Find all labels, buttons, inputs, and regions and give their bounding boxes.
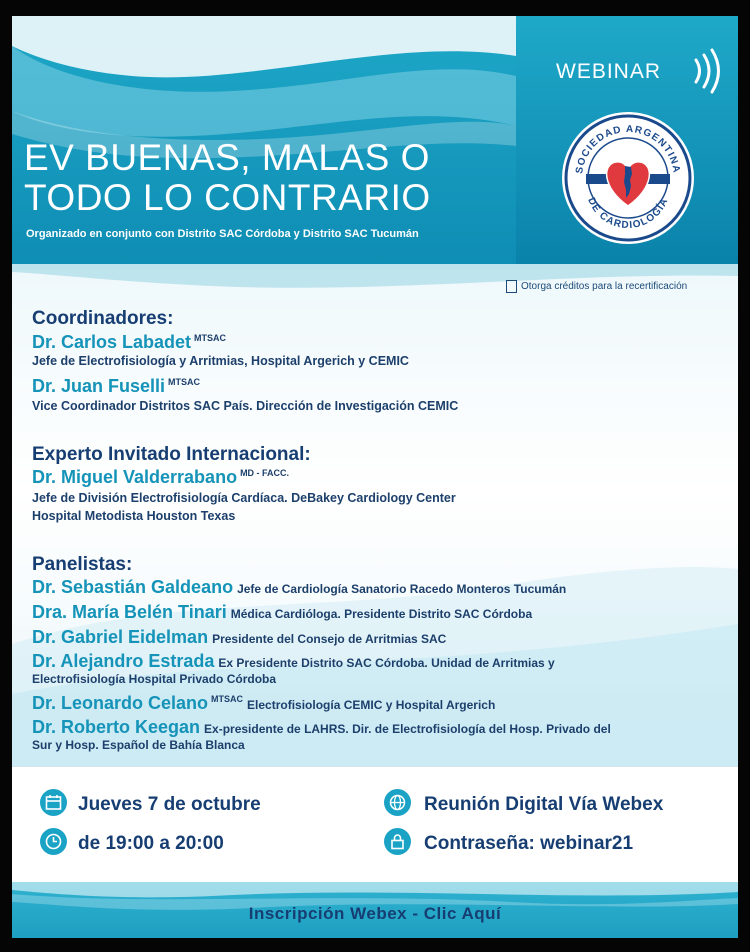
panelist-4-role-line-2: Electrofisiología Hospital Privado Córdoba [32, 672, 277, 686]
expert-name: Dr. Miguel Valderrabano [32, 467, 238, 487]
event-time: de 19:00 a 20:00 [78, 833, 224, 854]
panelist-6-role: Ex-presidente de LAHRS. Dir. de Electrofisiología del Hosp. Privado del [204, 722, 611, 736]
coordinator-2-role: Vice Coordinador Distritos SAC País. Dirección de Investigación CEMIC [32, 399, 459, 413]
expert-title: MD - FACC. [240, 468, 290, 478]
panelist-1 [32, 577, 566, 598]
expert-heading: Experto Invitado Internacional: [32, 444, 311, 465]
event-platform: Reunión Digital Vía Webex [424, 794, 664, 815]
panelist-6-role-line-2: Sur y Hosp. Español de Bahía Blanca [32, 738, 245, 752]
panelist-3-role: Presidente del Consejo de Arritmias SAC [212, 632, 447, 646]
coordinator-1 [32, 332, 226, 353]
expert-role-line-1: Jefe de División Electrofisiología Cardíaca. DeBakey Cardiology Center [32, 491, 456, 505]
panelists-heading: Panelistas: [32, 554, 133, 575]
credits-note [506, 280, 687, 293]
lock-icon [384, 828, 411, 855]
panelist-2 [32, 602, 532, 623]
panelist-5-role: Electrofisiología CEMIC y Hospital Argerich [247, 698, 496, 712]
expert [32, 467, 289, 488]
logo-ring-text-top: SOCIEDAD ARGENTINA [574, 123, 682, 175]
clock-icon [40, 828, 67, 855]
coordinator-1-title: MTSAC [194, 333, 227, 343]
event-date: Jueves 7 de octubre [78, 794, 261, 815]
panelist-4-name: Dr. Alejandro Estrada [32, 651, 215, 671]
webinar-poster [12, 16, 738, 938]
event-title [24, 138, 514, 218]
calendar-icon [40, 789, 67, 816]
webinar-label: WEBINAR [556, 60, 662, 83]
panelist-5-title: MTSAC [211, 694, 244, 704]
panelist-1-role: Jefe de Cardiología Sanatorio Racedo Monteros Tucumán [237, 582, 567, 596]
document-icon [506, 280, 517, 293]
sac-logo-graphic [562, 112, 694, 244]
webinar-panel [516, 16, 738, 264]
panelist-6-name: Dr. Roberto Keegan [32, 717, 201, 737]
panelist-4 [32, 651, 555, 672]
panelist-6 [32, 717, 611, 738]
organizer-note: Organizado en conjunto con Distrito SAC Córdoba y Distrito SAC Tucumán [26, 228, 419, 240]
panelist-5-name: Dr. Leonardo Celano [32, 693, 209, 713]
event-info [12, 766, 738, 883]
coordinators-heading: Coordinadores: [32, 308, 174, 329]
event-title-line-2: TODO LO CONTRARIO [24, 177, 431, 218]
panelist-2-role: Médica Cardióloga. Presidente Distrito SAC Córdoba [230, 607, 533, 621]
coordinator-2-title: MTSAC [168, 377, 201, 387]
event-password: Contraseña: webinar21 [424, 833, 634, 854]
panelist-3-name: Dr. Gabriel Eidelman [32, 627, 209, 647]
event-title-line-1: EV BUENAS, MALAS O [24, 137, 430, 178]
coordinator-2 [32, 376, 200, 397]
coordinator-1-name: Dr. Carlos Labadet [32, 332, 192, 352]
header-banner [12, 16, 738, 264]
broadcast-icon [691, 48, 725, 94]
credits-text: Otorga créditos para la recertificación [521, 281, 688, 293]
panelist-4-role: Ex Presidente Distrito SAC Córdoba. Unidad de Arritmias y [218, 656, 555, 670]
globe-icon [384, 789, 411, 816]
program-section [12, 264, 738, 766]
sac-logo [562, 112, 694, 244]
panelist-2-name: Dra. María Belén Tinari [32, 602, 227, 622]
coordinator-2-name: Dr. Juan Fuselli [32, 376, 166, 396]
panelist-1-name: Dr. Sebastián Galdeano [32, 577, 234, 597]
logo-ring-text-bottom: DE CARDIOLOGÍA [585, 196, 671, 232]
registration-footer [12, 882, 738, 938]
coordinator-1-role: Jefe de Electrofisiología y Arritmias, Hospital Argerich y CEMIC [32, 354, 409, 368]
panelist-3 [32, 627, 446, 648]
expert-role-line-2: Hospital Metodista Houston Texas [32, 509, 236, 523]
register-link[interactable]: Inscripción Webex - Clic Aquí [248, 904, 502, 923]
panelist-5 [32, 693, 495, 714]
